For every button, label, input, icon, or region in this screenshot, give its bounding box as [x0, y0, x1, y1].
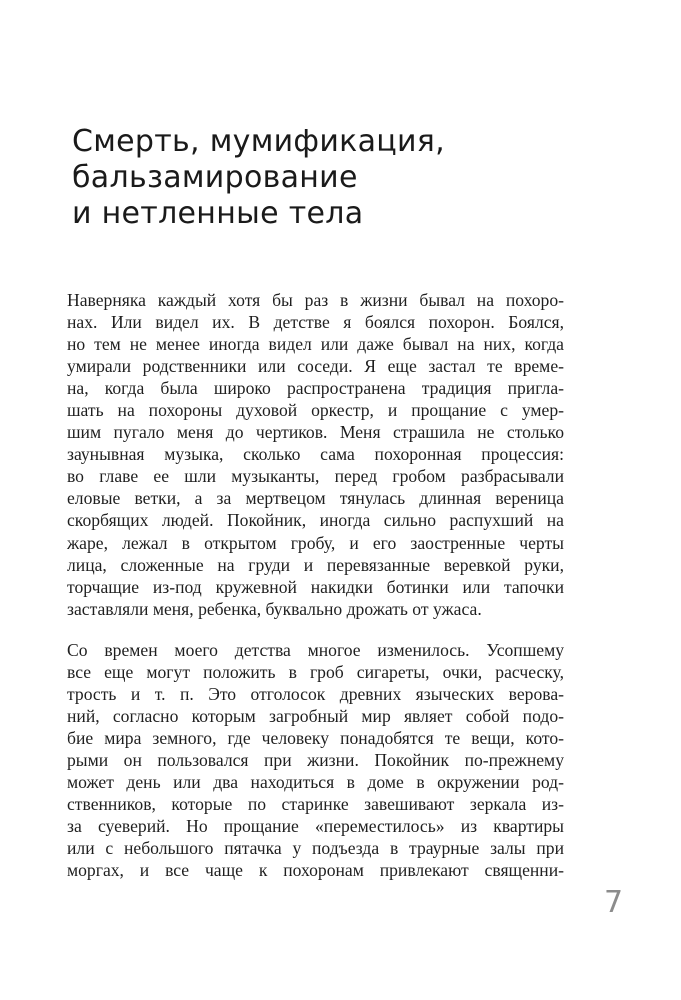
text-line: трость и т. п. Это отголосок древних языческих верова- — [67, 683, 564, 704]
page-number: 7 — [604, 885, 624, 920]
chapter-title-line: бальзамирование — [72, 160, 358, 195]
chapter-title — [72, 124, 632, 232]
text-line: моргах, и все чаще к похоронам привлекают священни- — [67, 860, 564, 881]
text-line: рыми он пользовался при жизни. Покойник по-прежнему — [67, 749, 564, 770]
text-line: лица, сложенные на груди и перевязанные веревкой руки, — [67, 554, 564, 575]
text-line: все еще могут положить в гроб сигареты, очки, расческу, — [67, 661, 564, 682]
text-line: еловые ветки, а за мертвецом тянулась длинная вереница — [67, 488, 564, 509]
text-line: может день или два находиться в доме в окружении род- — [67, 771, 564, 792]
text-line: во главе ее шли музыканты, перед гробом разбрасывали — [67, 466, 564, 487]
text-line: Наверняка каждый хотя бы раз в жизни бывал на похоро- — [67, 290, 564, 310]
text-line: на, когда была широко распространена традиция пригла- — [67, 378, 564, 399]
paragraph-2 — [67, 639, 564, 882]
text-line: заунывная музыка, сколько сама похоронная процессия: — [67, 444, 564, 465]
text-line: нах. Или видел их. В детстве я боялся похорон. Боялся, — [67, 312, 564, 333]
text-line: но тем не менее иногда видел или даже бывал на них, когда — [67, 334, 564, 355]
text-line: за суеверий. Но прощание «переместилось» из квартиры — [67, 816, 564, 837]
chapter-title-line: Смерть, мумификация, — [72, 124, 445, 159]
text-line: скорбящих людей. Покойник, иногда сильно распухший на — [67, 510, 564, 531]
text-line: шать на похороны духовой оркестр, и прощание с умер- — [67, 400, 564, 421]
text-line: умирали родственники или соседи. Я еще застал те време- — [67, 356, 564, 377]
text-line: ний, согласно которым загробный мир являет собой подо- — [67, 705, 564, 726]
text-line: шим пугало меня до чертиков. Меня страшила не столько — [67, 422, 564, 443]
text-line: или с небольшого пятачка у подъезда в траурные залы при — [67, 838, 564, 859]
text-line: бие мира земного, где человеку понадобятся те вещи, кото- — [67, 727, 564, 748]
text-line: торчащие из-под кружевной накидки ботинки или тапочки — [67, 576, 564, 597]
paragraph-1 — [67, 289, 564, 620]
chapter-title-line: и нетленные тела — [72, 196, 364, 231]
body-text — [67, 289, 564, 881]
text-line: заставляли меня, ребенка, буквально дрожать от ужаса. — [67, 598, 482, 619]
text-line: жаре, лежал в открытом гробу, и его заостренные черты — [67, 532, 564, 553]
text-line: Со времен моего детства многое изменилось. Усопшему — [67, 639, 564, 660]
text-line: ственников, которые по старинке завешивают зеркала из- — [67, 794, 564, 815]
